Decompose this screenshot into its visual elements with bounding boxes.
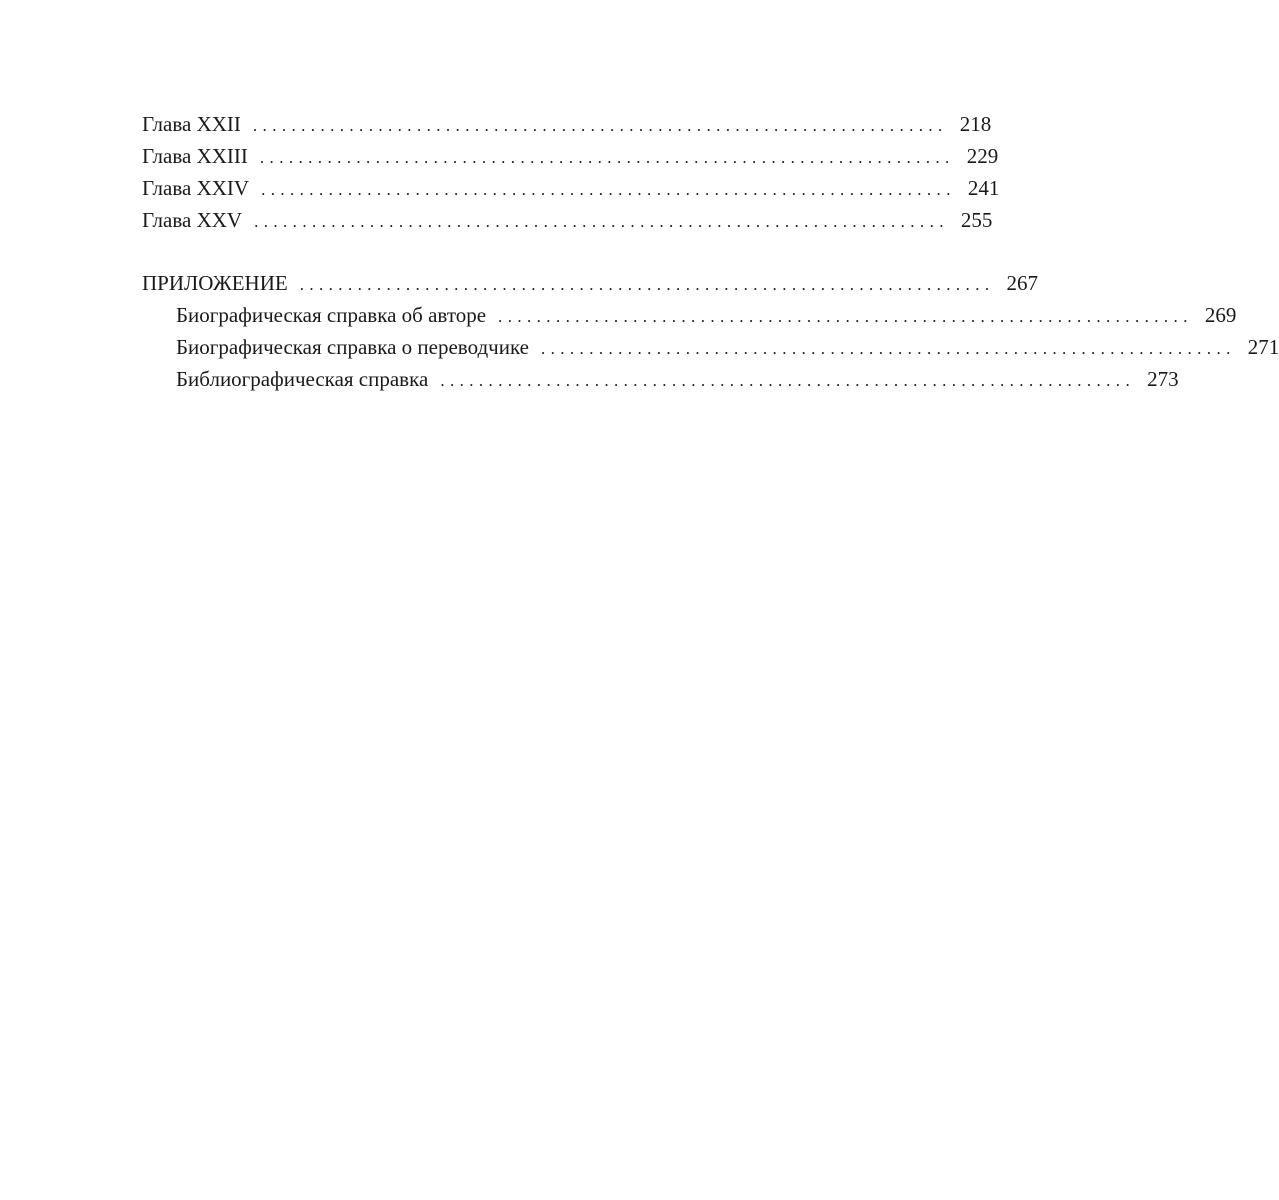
appendix-section (142, 267, 1279, 395)
toc-page-number: 267 (1006, 271, 1039, 295)
toc-entry-title: Биографическая справка об авторе (176, 303, 487, 327)
toc-page-number: 218 (959, 112, 992, 136)
toc-page-number: 229 (966, 144, 999, 168)
toc-entry-translator-bio[interactable] (142, 331, 1279, 363)
toc-entry-title: Глава XXII (142, 112, 241, 136)
toc-entry-chapter-25[interactable] (142, 204, 993, 236)
toc-entry-title: Глава XXIV (142, 176, 250, 200)
dot-leader: ........................................................................ (498, 307, 1193, 326)
dot-leader: ........................................................................ (261, 180, 956, 199)
toc-entry-title: Биографическая справка о переводчике (176, 335, 529, 359)
toc-page-number: 255 (960, 208, 993, 232)
toc-entry-title: Глава XXV (142, 208, 243, 232)
dot-leader: ........................................................................ (440, 371, 1136, 390)
table-of-contents (142, 108, 1279, 395)
dot-leader: ........................................................................ (299, 275, 995, 294)
dot-leader: ........................................................................ (254, 212, 949, 231)
toc-page-number: 269 (1204, 303, 1237, 327)
toc-page-number: 273 (1147, 367, 1179, 391)
toc-entry-chapter-23[interactable] (142, 140, 999, 172)
toc-entry-author-bio[interactable] (142, 299, 1237, 331)
toc-entry-title: ПРИЛОЖЕНИЕ (142, 271, 288, 295)
toc-entry-chapter-24[interactable] (142, 172, 1000, 204)
toc-entry-chapter-22[interactable] (142, 108, 992, 140)
toc-entry-title: Библиографическая справка (176, 367, 429, 391)
dot-leader: ........................................................................ (259, 148, 955, 167)
toc-entry-title: Глава XXIII (142, 144, 248, 168)
dot-leader: ........................................................................ (252, 116, 948, 135)
toc-page-number: 241 (967, 176, 1000, 200)
toc-entry-appendix[interactable] (142, 267, 1039, 299)
toc-page-number: 271 (1247, 335, 1279, 359)
dot-leader: ........................................................................ (540, 339, 1236, 358)
toc-entry-bibliography[interactable] (142, 363, 1179, 395)
